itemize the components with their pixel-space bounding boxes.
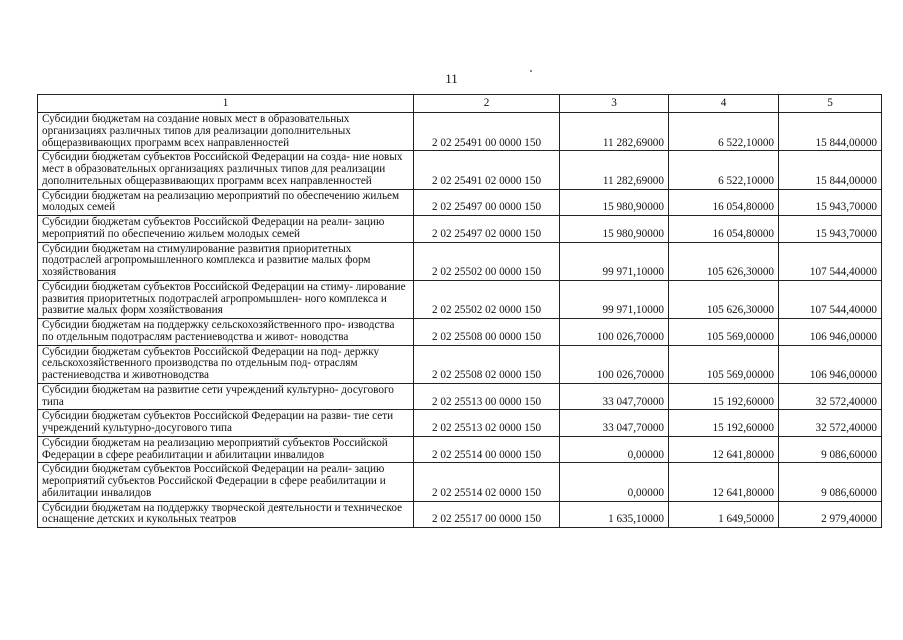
budget-code: 2 02 25513 02 0000 150	[414, 410, 560, 437]
header-cell: 3	[560, 95, 669, 113]
value-col4: 105 626,30000	[669, 280, 779, 318]
value-col5: 15 943,70000	[779, 189, 882, 216]
scan-speck	[530, 70, 532, 72]
budget-code: 2 02 25508 00 0000 150	[414, 319, 560, 346]
value-col4: 16 054,80000	[669, 189, 779, 216]
value-col5: 32 572,40000	[779, 383, 882, 410]
budget-code: 2 02 25514 02 0000 150	[414, 463, 560, 501]
value-col3: 15 980,90000	[560, 216, 669, 243]
header-row	[38, 95, 882, 113]
budget-code: 2 02 25502 02 0000 150	[414, 280, 560, 318]
header-cell: 4	[669, 95, 779, 113]
row-description: Субсидии бюджетам на поддержку сельскохозяйственного про- изводства по отдельным подотраслям растениеводства и живот- новодства	[38, 319, 414, 346]
value-col5: 15 943,70000	[779, 216, 882, 243]
table-row	[38, 410, 882, 437]
value-col4: 16 054,80000	[669, 216, 779, 243]
value-col4: 6 522,10000	[669, 113, 779, 151]
budget-code: 2 02 25497 00 0000 150	[414, 189, 560, 216]
value-col4: 15 192,60000	[669, 383, 779, 410]
row-description: Субсидии бюджетам субъектов Российской Федерации на реали- зацию мероприятий субъектов Российской Федерации в сфере реабилитации и абилитации инвалидов	[38, 463, 414, 501]
table-row	[38, 345, 882, 383]
value-col5: 2 979,40000	[779, 501, 882, 528]
budget-code: 2 02 25508 02 0000 150	[414, 345, 560, 383]
value-col4: 105 626,30000	[669, 242, 779, 280]
value-col3: 11 282,69000	[560, 151, 669, 189]
value-col5: 106 946,00000	[779, 319, 882, 346]
value-col5: 107 544,40000	[779, 280, 882, 318]
value-col3: 99 971,10000	[560, 280, 669, 318]
value-col5: 107 544,40000	[779, 242, 882, 280]
value-col3: 100 026,70000	[560, 345, 669, 383]
table-row	[38, 113, 882, 151]
value-col5: 32 572,40000	[779, 410, 882, 437]
row-description: Субсидии бюджетам субъектов Российской Федерации на разви- тие сети учреждений культурно-досугового типа	[38, 410, 414, 437]
table-row	[38, 189, 882, 216]
header-cell: 1	[38, 95, 414, 113]
row-description: Субсидии бюджетам субъектов Российской Федерации на стиму- лирование развития приоритетных подотраслей агропромышлен- ного комплекса и развитие малых форм хозяйствования	[38, 280, 414, 318]
row-description: Субсидии бюджетам субъектов Российской Федерации на под- держку сельскохозяйственного производства по отдельным под- отраслям растениеводства и животноводства	[38, 345, 414, 383]
table-row	[38, 151, 882, 189]
row-description: Субсидии бюджетам субъектов Российской Федерации на реали- зацию мероприятий по обеспечению жильем молодых семей	[38, 216, 414, 243]
table-row	[38, 319, 882, 346]
page-number: 11	[445, 71, 458, 86]
value-col5: 15 844,00000	[779, 151, 882, 189]
value-col4: 105 569,00000	[669, 345, 779, 383]
value-col5: 15 844,00000	[779, 113, 882, 151]
table-row	[38, 383, 882, 410]
value-col3: 1 635,10000	[560, 501, 669, 528]
value-col5: 9 086,60000	[779, 436, 882, 463]
value-col3: 15 980,90000	[560, 189, 669, 216]
row-description: Субсидии бюджетам на поддержку творческой деятельности и техническое оснащение детских и кукольных театров	[38, 501, 414, 528]
value-col4: 6 522,10000	[669, 151, 779, 189]
budget-code: 2 02 25497 02 0000 150	[414, 216, 560, 243]
row-description: Субсидии бюджетам субъектов Российской Федерации на созда- ние новых мест в образовательных организациях различных типов для реализации дополнительных общеразвивающих программ всех направленностей	[38, 151, 414, 189]
budget-code: 2 02 25513 00 0000 150	[414, 383, 560, 410]
value-col3: 0,00000	[560, 463, 669, 501]
value-col3: 99 971,10000	[560, 242, 669, 280]
table-row	[38, 436, 882, 463]
value-col3: 11 282,69000	[560, 113, 669, 151]
value-col4: 12 641,80000	[669, 463, 779, 501]
table-row	[38, 242, 882, 280]
value-col5: 106 946,00000	[779, 345, 882, 383]
value-col3: 33 047,70000	[560, 410, 669, 437]
value-col4: 15 192,60000	[669, 410, 779, 437]
value-col3: 33 047,70000	[560, 383, 669, 410]
budget-code: 2 02 25491 02 0000 150	[414, 151, 560, 189]
value-col4: 105 569,00000	[669, 319, 779, 346]
value-col3: 0,00000	[560, 436, 669, 463]
row-description: Субсидии бюджетам на стимулирование развития приоритетных подотраслей агропромышленного комплекса и развитие малых форм хозяйствования	[38, 242, 414, 280]
row-description: Субсидии бюджетам на реализацию мероприятий субъектов Российской Федерации в сфере реабилитации и абилитации инвалидов	[38, 436, 414, 463]
table-row	[38, 463, 882, 501]
header-cell: 5	[779, 95, 882, 113]
budget-code: 2 02 25502 00 0000 150	[414, 242, 560, 280]
budget-code: 2 02 25517 00 0000 150	[414, 501, 560, 528]
budget-code: 2 02 25491 00 0000 150	[414, 113, 560, 151]
row-description: Субсидии бюджетам на развитие сети учреждений культурно- досугового типа	[38, 383, 414, 410]
budget-table	[37, 94, 882, 528]
budget-code: 2 02 25514 00 0000 150	[414, 436, 560, 463]
value-col3: 100 026,70000	[560, 319, 669, 346]
table-row	[38, 216, 882, 243]
table-row	[38, 280, 882, 318]
header-cell: 2	[414, 95, 560, 113]
value-col4: 1 649,50000	[669, 501, 779, 528]
value-col4: 12 641,80000	[669, 436, 779, 463]
row-description: Субсидии бюджетам на создание новых мест в образовательных организациях различных типов для реализации дополнительных общеразвивающих программ всех направленностей	[38, 113, 414, 151]
row-description: Субсидии бюджетам на реализацию мероприятий по обеспечению жильем молодых семей	[38, 189, 414, 216]
table-row	[38, 501, 882, 528]
value-col5: 9 086,60000	[779, 463, 882, 501]
